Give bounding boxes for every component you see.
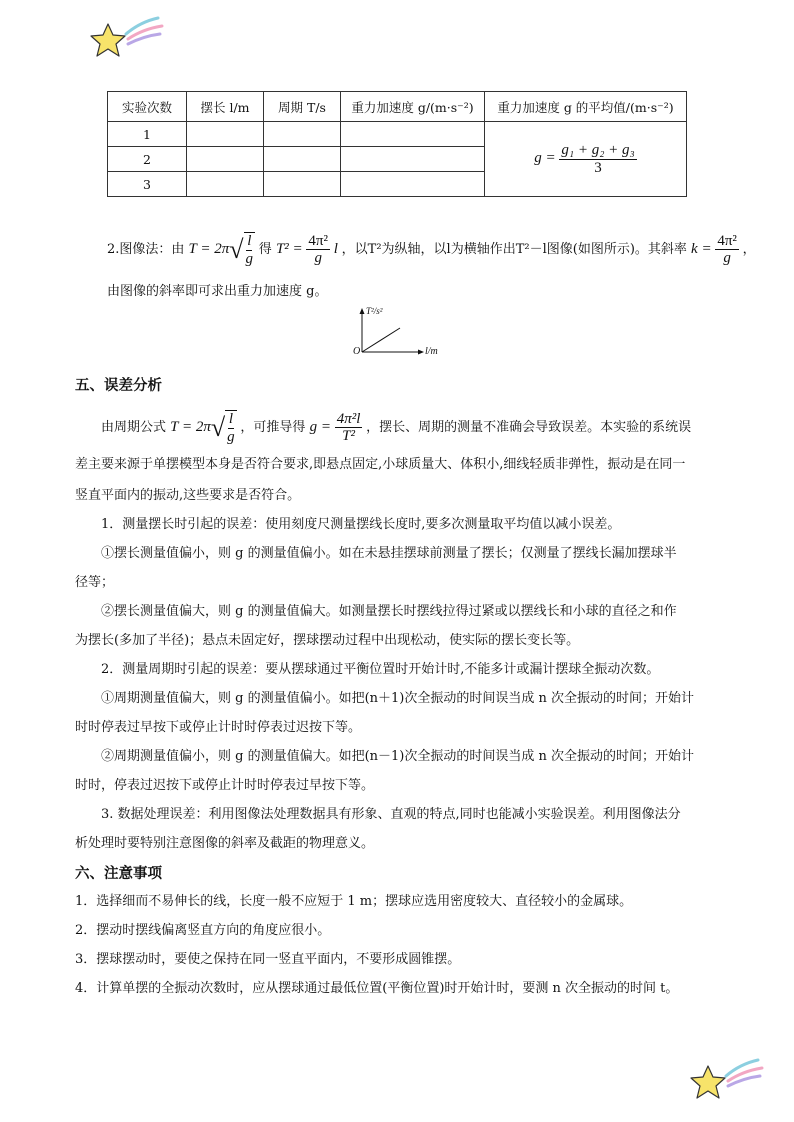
error-p2a: ①摆长测量值偏小，则 g 的测量值偏小。如在未悬挂摆球前测量了摆长；仅测量了摆线长漏加摆球半 — [101, 546, 677, 561]
list-item: 4．计算单摆的全振动次数时，应从摆球通过最低位置(平衡位置)时开始计时，要测 n 次全振动的时间 t。 — [75, 981, 679, 996]
error-p6b: 时时，停表过迟按下或停止计时时停表过早按下等。 — [75, 778, 375, 793]
error-p3a: ②摆长测量值偏大，则 g 的测量值偏大。如测量摆长时摆线拉得过紧或以摆线长和小球的直径之和作 — [101, 604, 677, 619]
shooting-star-icon — [88, 14, 168, 60]
experiment-table — [107, 91, 687, 197]
error-p1: 1．测量摆长时引起的误差：使用刻度尺测量摆线长度时,要多次测量取平均值以减小误差。 — [101, 517, 621, 532]
row-index: 1 — [108, 122, 187, 147]
error-p4: 2．测量周期时引起的误差：要从摆球通过平衡位置时开始计时,不能多计或漏计摆球全振动次数。 — [101, 662, 660, 677]
table-row — [108, 122, 687, 147]
average-formula-cell — [485, 122, 687, 197]
error-p5b: 时时停表过早按下或停止计时时停表过迟按下等。 — [75, 720, 362, 735]
list-item: 2．摆动时摆线偏离竖直方向的角度应很小。 — [75, 923, 331, 938]
table-header-cell: 重力加速度 g 的平均值/(m·s⁻²) — [485, 92, 687, 122]
error-intro-line2: 差主要来源于单摆模型本身是否符合要求,即悬点固定,小球质量大、体积小,细线轻质非弹性，振动是在同一 — [75, 457, 686, 472]
t2-l-graph — [346, 306, 456, 360]
error-intro-line3: 竖直平面内的振动,这些要求是否符合。 — [75, 488, 301, 503]
avg-denominator: 3 — [594, 159, 602, 176]
row-index: 2 — [108, 147, 187, 172]
avg-numerator: g₁ + g₂ + g₃ — [561, 142, 635, 158]
section-title: 五、误差分析 — [75, 378, 162, 394]
error-p7b: 析处理时要特别注意图像的斜率及截距的物理意义。 — [75, 836, 375, 851]
row-index: 3 — [108, 172, 187, 197]
graph-method-line2: 由图像的斜率即可求出重力加速度 g。 — [107, 284, 328, 299]
table-header-cell: 周期 T/s — [264, 92, 341, 122]
error-p3b: 为摆长(多加了半径)；悬点未固定好，摆球摆动过程中出现松动，使实际的摆长变长等。 — [75, 633, 580, 648]
list-item: 1．选择细而不易伸长的线，长度一般不应短于 1 m；摆球应选用密度较大、直径较小的金属球。 — [75, 894, 633, 909]
graph-origin: O — [353, 346, 361, 357]
table-header-cell: 摆长 l/m — [187, 92, 264, 122]
error-p2b: 径等； — [75, 575, 115, 590]
table-header-cell: 实验次数 — [108, 92, 187, 122]
error-p6a: ②周期测量值偏小，则 g 的测量值偏大。如把(n－1)次全振动的时间误当成 n 次全振动的时间；开始计 — [101, 749, 695, 764]
graph-y-label: T²/s² — [366, 306, 383, 316]
graph-x-label: l/m — [425, 346, 438, 357]
avg-lhs: g = — [534, 150, 556, 167]
table-header-row — [108, 92, 687, 122]
error-p5a: ①周期测量值偏大，则 g 的测量值偏小。如把(n＋1)次全振动的时间误当成 n 次全振动的时间；开始计 — [101, 691, 695, 706]
error-intro-line1: 由周期公式 T = 2π √ l g ，可推导得 g = $\frac{\text{4π²l}}{\text{T²}}$ ，摆长、周期的测量不准确会导致误差。本实验的系统误 — [101, 410, 692, 445]
shooting-star-icon — [688, 1056, 768, 1102]
list-item: 3．摆球摆动时，要使之保持在同一竖直平面内，不要形成圆锥摆。 — [75, 952, 461, 967]
table-header-cell: 重力加速度 g/(m·s⁻²) — [341, 92, 485, 122]
section-title: 六、注意事项 — [75, 866, 162, 882]
error-p7a: 3. 数据处理误差：利用图像法处理数据具有形象、直观的特点,同时也能减小实验误差。利用图像法分 — [101, 807, 681, 822]
graph-method-line: 2.图像法：由 T = 2π √ l g 得 T² = $\frac{\text{4π²}}{g}$ l ，以T²为纵轴，以l为横轴作出T²－l图像(如图所示)。其斜率 k = $\frac{\text{4π²}}{g}$ ， — [107, 232, 756, 267]
